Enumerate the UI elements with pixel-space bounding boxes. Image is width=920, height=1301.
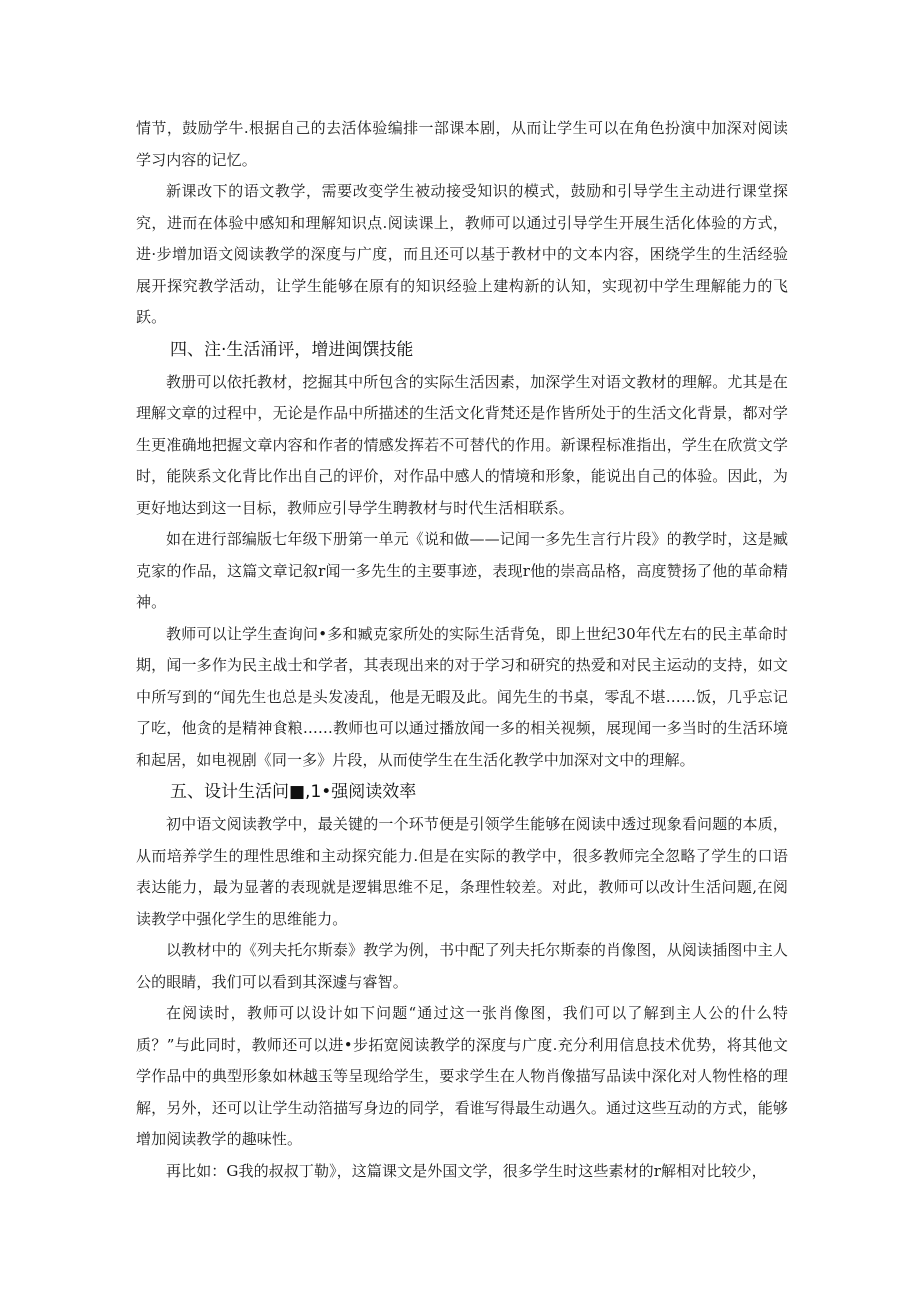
paragraph: 再比如：G我的叔叔丁勒》，这篇课文是外国文学，很多学生时这些素材的r解相对比较少， — [166, 1161, 767, 1180]
paragraph: 在阅读时，教师可以设计如下问题“通过这一张肖像图，我们可以了解到主人公的什么特质？”与此同时，教师还可以进•步拓宽阅读教学的深度与广度.充分利用信息技术优势，将其他文学作品中的典型形象如林越玉等呈现给学生，要求学生在人物肖像描写品读中深化对人物性格的理解，另外，还可以让学生动箔描写身边的同学，看谁写得最生动遇久。通过这些互动的方式，能够增加阅读教学的趣味性。 — [136, 1004, 788, 1148]
paragraph: 情节，鼓励学牛.根据自己的去活体验编排一部课本剧，从而让学生可以在角色扮演中加深对阅读学习内容的记忆。 — [136, 119, 788, 169]
paragraph: 以教材中的《列夫托尔斯泰》教学为例，书中配了列夫托尔斯泰的肖像图，从阅读插图中主人公的眼睛，我们可以看到其深遽与睿智。 — [136, 941, 788, 991]
section-heading: 四、注·生活涌评，增进闽馔技能 — [170, 339, 414, 360]
paragraph: 初中语文阅读教学中，最关键的一个环节便是引领学生能够在阅读中透过现象看问题的本质，从而培养学生的理性思维和主动探究能力.但是在实际的教学中，很多教师完全忽略了学生的口语表达能力，最为显著的表现就是逻辑思维不足，条理性较差。对此，教师可以改计生活问题,在阅读教学中强化学生的思维能力。 — [136, 815, 788, 928]
paragraph: 新课改下的语文教学，需要改变学生被动接受知识的模式，鼓励和引导学生主动进行课堂探究，进而在体验中感知和理解知识点.阅读课上，教师可以通过引导学生开展生活化体验的方式，进·步增加语文阅读教学的深度与广度，而且还可以基于教材中的文本内容，困绕学生的生活经验展开探究教学活动，让学生能够在原有的知识经验上建构新的认知，实现初中学生理解能力的飞跃。 — [136, 182, 788, 326]
paragraph: 教师可以让学生查询问•多和臧克家所处的实际生活背兔，即上世纪30年代左右的民主革命时期，闻一多作为民主战士和学者，其表现出来的对于学习和研究的热爱和对民主运动的支持，如文中所写到的“闻先生也总是头发凌乱，他是无暇及此。闻先生的书桌，零乱不堪……饭，几乎忘记了吃，他贪的是精神食粮……教师也可以通过播放闻一多的相关视频，展现闻一多当时的生活环境和起居，如电视剧《同一多》片段，从而使学生在生活化教学中加深对文中的理解。 — [136, 624, 788, 769]
section-heading: 五、设计生活问■,1•强阅读效率 — [170, 782, 417, 802]
document-page — [136, 113, 788, 1187]
paragraph: 教册可以依托教材，挖掘其中所包含的实际生活因素，加深学生对语文教材的理解。尤其是在理解文章的过程中，无论是作品中所描述的生活文化背梵还是作皆所处于的生活文化背景，都对学生更准确地把握文章内容和作者的情感发挥若不可替代的作用。新课程标准指出，学生在欣赏文学时，能陕系文化背比作出自己的评价，对作品中感人的情境和形象，能说出自己的体验。因此，为更好地达到这一目标，教师应引导学生聘教材与时代生活相联系。 — [136, 372, 788, 517]
paragraph: 如在进行部编版七年级下册第一单元《说和做——记闻一多先生言行片段》的教学时，这是臧克家的作品，这篇文章记叙r闻一多先生的主要事迹，表现r他的崇高品格，高度赞扬了他的革命精神。 — [136, 530, 788, 611]
